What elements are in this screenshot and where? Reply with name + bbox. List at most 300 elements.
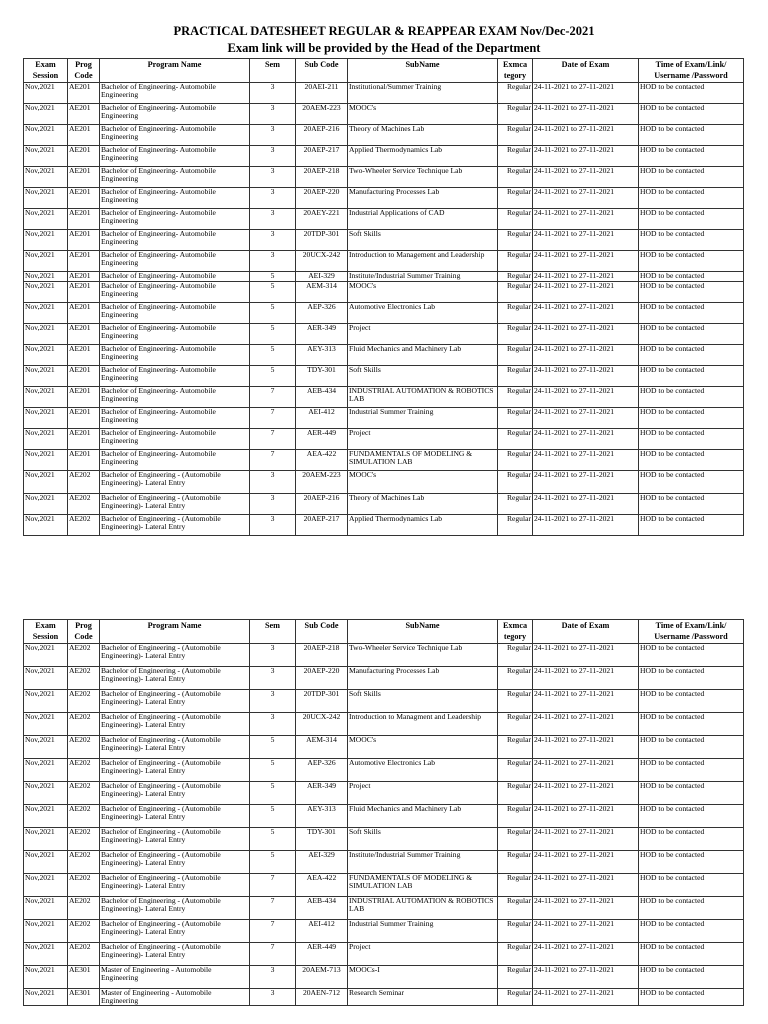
cell-exam-session: Nov,2021 xyxy=(24,83,68,104)
cell-exam-session: Nov,2021 xyxy=(24,408,68,429)
cell-sub-name: Industrial Summer Training xyxy=(348,920,498,943)
cell-date-of-exam: 24-11-2021 to 27-11-2021 xyxy=(533,282,639,303)
cell-exam-session: Nov,2021 xyxy=(24,146,68,167)
cell-sem: 3 xyxy=(250,667,296,690)
cell-prog-code: AE201 xyxy=(68,104,100,125)
cell-prog-code: AE202 xyxy=(68,897,100,920)
table-row xyxy=(24,104,744,125)
cell-date-of-exam: 24-11-2021 to 27-11-2021 xyxy=(533,345,639,366)
cell-program-name: Bachelor of Engineering- Automobile Engineering xyxy=(100,167,250,188)
cell-sem: 3 xyxy=(250,966,296,989)
cell-sub-code: AEP-326 xyxy=(296,303,348,324)
cell-exam-category: Regular xyxy=(498,366,533,387)
column-header-label: SubName xyxy=(405,621,440,630)
cell-time-of-exam: HOD to be contacted xyxy=(639,366,744,387)
cell-sub-name: Two-Wheeler Service Technique Lab xyxy=(348,167,498,188)
cell-prog-code: AE201 xyxy=(68,146,100,167)
cell-sub-code: AEA-422 xyxy=(296,874,348,897)
table-row xyxy=(24,471,744,494)
table-row xyxy=(24,874,744,897)
cell-time-of-exam: HOD to be contacted xyxy=(639,874,744,897)
cell-exam-session: Nov,2021 xyxy=(24,324,68,345)
cell-exam-session: Nov,2021 xyxy=(24,125,68,146)
cell-prog-code: AE202 xyxy=(68,782,100,805)
cell-sub-code: AEI-412 xyxy=(296,920,348,943)
cell-time-of-exam: HOD to be contacted xyxy=(639,408,744,429)
cell-sub-code: AEY-313 xyxy=(296,345,348,366)
cell-time-of-exam: HOD to be contacted xyxy=(639,920,744,943)
datesheet-table-2 xyxy=(23,619,744,1006)
cell-sub-code: 20AEM-223 xyxy=(296,471,348,494)
cell-sub-code: 20AEN-712 xyxy=(296,989,348,1006)
column-header-label: Date of Exam xyxy=(561,60,610,69)
cell-sub-name: INDUSTRIAL AUTOMATION & ROBOTICS LAB xyxy=(348,387,498,408)
cell-time-of-exam: HOD to be contacted xyxy=(639,83,744,104)
cell-exam-category: Regular xyxy=(498,782,533,805)
table-row xyxy=(24,188,744,209)
cell-date-of-exam: 24-11-2021 to 27-11-2021 xyxy=(533,713,639,736)
table-row xyxy=(24,450,744,471)
cell-program-name: Bachelor of Engineering - (Automobile Engineering)- Lateral Entry xyxy=(100,471,250,494)
cell-sub-name: MOOC's xyxy=(348,736,498,759)
cell-sub-name: Introduction to Managment and Leadership xyxy=(348,713,498,736)
cell-exam-category: Regular xyxy=(498,897,533,920)
cell-sem: 3 xyxy=(250,230,296,251)
cell-sub-code: 20AEP-217 xyxy=(296,146,348,167)
cell-prog-code: AE201 xyxy=(68,345,100,366)
cell-sub-name: Applied Thermodynamics Lab xyxy=(348,146,498,167)
cell-prog-code: AE202 xyxy=(68,805,100,828)
cell-prog-code: AE301 xyxy=(68,989,100,1006)
cell-sem: 7 xyxy=(250,943,296,966)
cell-prog-code: AE201 xyxy=(68,408,100,429)
page-title: PRACTICAL DATESHEET REGULAR & REAPPEAR EXAM Nov/Dec-2021 xyxy=(173,24,595,38)
table-row xyxy=(24,644,744,667)
cell-sem: 5 xyxy=(250,805,296,828)
cell-prog-code: AE201 xyxy=(68,324,100,345)
table-row xyxy=(24,167,744,188)
cell-exam-category: Regular xyxy=(498,146,533,167)
cell-prog-code: AE202 xyxy=(68,851,100,874)
cell-date-of-exam: 24-11-2021 to 27-11-2021 xyxy=(533,429,639,450)
column-header-program-name xyxy=(100,620,250,644)
column-header-label: Exam xyxy=(35,60,56,69)
table-row xyxy=(24,782,744,805)
cell-exam-session: Nov,2021 xyxy=(24,920,68,943)
cell-sem: 5 xyxy=(250,324,296,345)
column-header-sub-code xyxy=(296,620,348,644)
cell-sem: 3 xyxy=(250,146,296,167)
cell-sem: 3 xyxy=(250,515,296,536)
cell-exam-category: Regular xyxy=(498,167,533,188)
cell-sem: 3 xyxy=(250,83,296,104)
cell-sub-name: MOOCs-I xyxy=(348,966,498,989)
cell-program-name: Bachelor of Engineering- Automobile xyxy=(100,272,250,282)
column-header-label: Sem xyxy=(264,621,280,630)
cell-exam-category: Regular xyxy=(498,713,533,736)
cell-sem: 3 xyxy=(250,251,296,272)
column-header-time-of-exam xyxy=(639,59,744,83)
cell-exam-category: Regular xyxy=(498,282,533,303)
cell-sub-name: MOOC's xyxy=(348,471,498,494)
cell-program-name: Master of Engineering - Automobile Engineering xyxy=(100,989,250,1006)
column-header-label: Session xyxy=(32,631,59,641)
cell-program-name: Bachelor of Engineering - (Automobile Engineering)- Lateral Entry xyxy=(100,828,250,851)
table-row xyxy=(24,429,744,450)
cell-prog-code: AE201 xyxy=(68,366,100,387)
cell-prog-code: AE301 xyxy=(68,966,100,989)
cell-sub-code: AER-349 xyxy=(296,324,348,345)
column-header-label: Sub Code xyxy=(304,60,339,69)
cell-time-of-exam: HOD to be contacted xyxy=(639,251,744,272)
cell-sub-code: AEI-329 xyxy=(296,272,348,282)
column-header-label: tegory xyxy=(503,631,527,641)
cell-sub-name: Fluid Mechanics and Machinery Lab xyxy=(348,345,498,366)
cell-program-name: Bachelor of Engineering - (Automobile Engineering)- Lateral Entry xyxy=(100,494,250,515)
cell-time-of-exam: HOD to be contacted xyxy=(639,387,744,408)
cell-sub-code: 20AEP-216 xyxy=(296,125,348,146)
cell-exam-session: Nov,2021 xyxy=(24,104,68,125)
cell-date-of-exam: 24-11-2021 to 27-11-2021 xyxy=(533,805,639,828)
table-row xyxy=(24,366,744,387)
cell-sub-code: 20AEP-220 xyxy=(296,188,348,209)
cell-time-of-exam: HOD to be contacted xyxy=(639,943,744,966)
column-header-sem xyxy=(250,620,296,644)
table-row xyxy=(24,494,744,515)
cell-date-of-exam: 24-11-2021 to 27-11-2021 xyxy=(533,851,639,874)
column-header-label: Sub Code xyxy=(304,621,339,630)
cell-date-of-exam: 24-11-2021 to 27-11-2021 xyxy=(533,251,639,272)
table-header xyxy=(24,620,744,644)
cell-exam-session: Nov,2021 xyxy=(24,387,68,408)
cell-exam-category: Regular xyxy=(498,690,533,713)
column-header-sub-name xyxy=(348,59,498,83)
cell-program-name: Bachelor of Engineering- Automobile Engineering xyxy=(100,282,250,303)
cell-date-of-exam: 24-11-2021 to 27-11-2021 xyxy=(533,920,639,943)
column-header-sem xyxy=(250,59,296,83)
column-header-label: Time of Exam/Link/ xyxy=(655,60,727,69)
cell-time-of-exam: HOD to be contacted xyxy=(639,282,744,303)
cell-sub-code: 20AEP-217 xyxy=(296,515,348,536)
cell-sem: 3 xyxy=(250,494,296,515)
table-body xyxy=(24,644,744,1006)
column-header-program-name xyxy=(100,59,250,83)
cell-program-name: Bachelor of Engineering - (Automobile Engineering)- Lateral Entry xyxy=(100,759,250,782)
cell-prog-code: AE202 xyxy=(68,515,100,536)
cell-sub-name: MOOC's xyxy=(348,282,498,303)
table-row xyxy=(24,920,744,943)
cell-date-of-exam: 24-11-2021 to 27-11-2021 xyxy=(533,366,639,387)
cell-program-name: Bachelor of Engineering - (Automobile Engineering)- Lateral Entry xyxy=(100,920,250,943)
cell-program-name: Bachelor of Engineering- Automobile Engineering xyxy=(100,429,250,450)
table-row xyxy=(24,387,744,408)
cell-sem: 3 xyxy=(250,209,296,230)
page-subtitle: Exam link will be provided by the Head of the Department xyxy=(227,41,541,55)
cell-prog-code: AE201 xyxy=(68,188,100,209)
cell-sub-code: AER-349 xyxy=(296,782,348,805)
cell-exam-category: Regular xyxy=(498,515,533,536)
cell-program-name: Bachelor of Engineering - (Automobile Engineering)- Lateral Entry xyxy=(100,667,250,690)
table-row xyxy=(24,897,744,920)
cell-exam-category: Regular xyxy=(498,471,533,494)
cell-date-of-exam: 24-11-2021 to 27-11-2021 xyxy=(533,644,639,667)
cell-prog-code: AE202 xyxy=(68,920,100,943)
cell-sub-code: 20AEM-713 xyxy=(296,966,348,989)
column-header-exam-session xyxy=(24,59,68,83)
cell-date-of-exam: 24-11-2021 to 27-11-2021 xyxy=(533,167,639,188)
cell-exam-session: Nov,2021 xyxy=(24,897,68,920)
cell-time-of-exam: HOD to be contacted xyxy=(639,713,744,736)
cell-exam-category: Regular xyxy=(498,272,533,282)
cell-program-name: Bachelor of Engineering - (Automobile Engineering)- Lateral Entry xyxy=(100,943,250,966)
table-row xyxy=(24,851,744,874)
cell-date-of-exam: 24-11-2021 to 27-11-2021 xyxy=(533,494,639,515)
cell-sem: 5 xyxy=(250,759,296,782)
cell-exam-session: Nov,2021 xyxy=(24,667,68,690)
cell-exam-session: Nov,2021 xyxy=(24,450,68,471)
cell-exam-category: Regular xyxy=(498,966,533,989)
cell-date-of-exam: 24-11-2021 to 27-11-2021 xyxy=(533,146,639,167)
column-header-label: Program Name xyxy=(147,621,202,630)
cell-sem: 5 xyxy=(250,851,296,874)
column-header-label: tegory xyxy=(503,70,527,80)
cell-exam-category: Regular xyxy=(498,83,533,104)
cell-exam-category: Regular xyxy=(498,230,533,251)
cell-prog-code: AE202 xyxy=(68,874,100,897)
cell-sub-code: 20AEP-216 xyxy=(296,494,348,515)
cell-prog-code: AE202 xyxy=(68,759,100,782)
cell-date-of-exam: 24-11-2021 to 27-11-2021 xyxy=(533,272,639,282)
cell-program-name: Bachelor of Engineering- Automobile Engineering xyxy=(100,387,250,408)
cell-sub-name: MOOC's xyxy=(348,104,498,125)
cell-time-of-exam: HOD to be contacted xyxy=(639,851,744,874)
cell-time-of-exam: HOD to be contacted xyxy=(639,966,744,989)
cell-date-of-exam: 24-11-2021 to 27-11-2021 xyxy=(533,83,639,104)
cell-sub-code: AEM-314 xyxy=(296,282,348,303)
cell-sub-name: Soft Skills xyxy=(348,828,498,851)
table-row xyxy=(24,324,744,345)
cell-sem: 3 xyxy=(250,690,296,713)
cell-program-name: Bachelor of Engineering- Automobile Engineering xyxy=(100,146,250,167)
column-header-label: Prog xyxy=(75,60,92,69)
table-row xyxy=(24,989,744,1006)
cell-sub-code: 20AEI-211 xyxy=(296,83,348,104)
cell-exam-session: Nov,2021 xyxy=(24,345,68,366)
cell-exam-session: Nov,2021 xyxy=(24,366,68,387)
cell-exam-category: Regular xyxy=(498,736,533,759)
cell-exam-category: Regular xyxy=(498,828,533,851)
cell-sub-name: Automotive Electronics Lab xyxy=(348,759,498,782)
cell-exam-category: Regular xyxy=(498,943,533,966)
cell-exam-category: Regular xyxy=(498,345,533,366)
cell-sub-name: INDUSTRIAL AUTOMATION & ROBOTICS LAB xyxy=(348,897,498,920)
cell-sem: 7 xyxy=(250,387,296,408)
cell-sub-code: AER-449 xyxy=(296,429,348,450)
cell-date-of-exam: 24-11-2021 to 27-11-2021 xyxy=(533,303,639,324)
cell-prog-code: AE202 xyxy=(68,828,100,851)
cell-sub-name: Research Seminar xyxy=(348,989,498,1006)
cell-prog-code: AE202 xyxy=(68,943,100,966)
cell-exam-session: Nov,2021 xyxy=(24,851,68,874)
cell-time-of-exam: HOD to be contacted xyxy=(639,125,744,146)
cell-exam-session: Nov,2021 xyxy=(24,429,68,450)
cell-sem: 5 xyxy=(250,736,296,759)
column-header-label: Session xyxy=(32,70,59,80)
cell-sem: 7 xyxy=(250,450,296,471)
cell-program-name: Bachelor of Engineering - (Automobile Engineering)- Lateral Entry xyxy=(100,736,250,759)
cell-sub-code: 20AEP-218 xyxy=(296,644,348,667)
cell-program-name: Bachelor of Engineering - (Automobile Engineering)- Lateral Entry xyxy=(100,851,250,874)
cell-exam-category: Regular xyxy=(498,429,533,450)
cell-date-of-exam: 24-11-2021 to 27-11-2021 xyxy=(533,408,639,429)
cell-program-name: Bachelor of Engineering - (Automobile Engineering)- Lateral Entry xyxy=(100,782,250,805)
cell-exam-category: Regular xyxy=(498,125,533,146)
cell-prog-code: AE201 xyxy=(68,251,100,272)
cell-exam-session: Nov,2021 xyxy=(24,494,68,515)
column-header-label: Code xyxy=(74,70,93,80)
table-body xyxy=(24,83,744,536)
cell-sem: 7 xyxy=(250,920,296,943)
cell-sub-code: AEP-326 xyxy=(296,759,348,782)
table-row xyxy=(24,966,744,989)
cell-sem: 7 xyxy=(250,897,296,920)
table-row xyxy=(24,690,744,713)
cell-sem: 5 xyxy=(250,272,296,282)
cell-sub-name: Automotive Electronics Lab xyxy=(348,303,498,324)
cell-sub-code: TDY-301 xyxy=(296,366,348,387)
cell-sub-code: AEB-434 xyxy=(296,387,348,408)
cell-time-of-exam: HOD to be contacted xyxy=(639,303,744,324)
cell-sub-name: Industrial Applications of CAD xyxy=(348,209,498,230)
cell-prog-code: AE201 xyxy=(68,125,100,146)
cell-program-name: Bachelor of Engineering- Automobile Engineering xyxy=(100,209,250,230)
cell-time-of-exam: HOD to be contacted xyxy=(639,828,744,851)
column-header-label: Username /Password xyxy=(654,70,728,80)
cell-time-of-exam: HOD to be contacted xyxy=(639,805,744,828)
cell-time-of-exam: HOD to be contacted xyxy=(639,690,744,713)
cell-prog-code: AE202 xyxy=(68,494,100,515)
cell-date-of-exam: 24-11-2021 to 27-11-2021 xyxy=(533,690,639,713)
column-header-prog-code xyxy=(68,620,100,644)
cell-sub-code: AEB-434 xyxy=(296,897,348,920)
cell-prog-code: AE201 xyxy=(68,167,100,188)
cell-date-of-exam: 24-11-2021 to 27-11-2021 xyxy=(533,989,639,1006)
cell-program-name: Bachelor of Engineering - (Automobile Engineering)- Lateral Entry xyxy=(100,897,250,920)
cell-time-of-exam: HOD to be contacted xyxy=(639,167,744,188)
cell-date-of-exam: 24-11-2021 to 27-11-2021 xyxy=(533,897,639,920)
cell-date-of-exam: 24-11-2021 to 27-11-2021 xyxy=(533,104,639,125)
table-row xyxy=(24,805,744,828)
cell-time-of-exam: HOD to be contacted xyxy=(639,736,744,759)
cell-prog-code: AE202 xyxy=(68,471,100,494)
cell-time-of-exam: HOD to be contacted xyxy=(639,324,744,345)
cell-exam-session: Nov,2021 xyxy=(24,209,68,230)
cell-exam-session: Nov,2021 xyxy=(24,251,68,272)
cell-program-name: Bachelor of Engineering - (Automobile Engineering)- Lateral Entry xyxy=(100,515,250,536)
column-header-exam-category xyxy=(498,620,533,644)
cell-sub-name: Theory of Machines Lab xyxy=(348,125,498,146)
cell-time-of-exam: HOD to be contacted xyxy=(639,188,744,209)
column-header-sub-name xyxy=(348,620,498,644)
cell-time-of-exam: HOD to be contacted xyxy=(639,515,744,536)
cell-time-of-exam: HOD to be contacted xyxy=(639,450,744,471)
cell-time-of-exam: HOD to be contacted xyxy=(639,230,744,251)
column-header-label: Username /Password xyxy=(654,631,728,641)
cell-prog-code: AE201 xyxy=(68,282,100,303)
cell-sem: 3 xyxy=(250,471,296,494)
cell-sub-code: 20AEY-221 xyxy=(296,209,348,230)
cell-sem: 5 xyxy=(250,303,296,324)
cell-exam-session: Nov,2021 xyxy=(24,966,68,989)
cell-date-of-exam: 24-11-2021 to 27-11-2021 xyxy=(533,387,639,408)
cell-sub-code: 20TDP-301 xyxy=(296,690,348,713)
cell-sem: 7 xyxy=(250,429,296,450)
cell-sub-name: Project xyxy=(348,782,498,805)
cell-date-of-exam: 24-11-2021 to 27-11-2021 xyxy=(533,125,639,146)
cell-date-of-exam: 24-11-2021 to 27-11-2021 xyxy=(533,188,639,209)
table-row xyxy=(24,251,744,272)
cell-sem: 7 xyxy=(250,408,296,429)
datesheet-table-1 xyxy=(23,58,744,536)
cell-sub-name: Manufacturing Processes Lab xyxy=(348,188,498,209)
cell-program-name: Bachelor of Engineering- Automobile Engineering xyxy=(100,104,250,125)
cell-exam-session: Nov,2021 xyxy=(24,736,68,759)
cell-exam-session: Nov,2021 xyxy=(24,713,68,736)
table-row xyxy=(24,345,744,366)
cell-sem: 3 xyxy=(250,125,296,146)
column-header-label: Code xyxy=(74,631,93,641)
cell-date-of-exam: 24-11-2021 to 27-11-2021 xyxy=(533,759,639,782)
cell-sub-name: Theory of Machines Lab xyxy=(348,494,498,515)
cell-program-name: Bachelor of Engineering - (Automobile Engineering)- Lateral Entry xyxy=(100,644,250,667)
cell-sub-name: Project xyxy=(348,429,498,450)
cell-program-name: Bachelor of Engineering- Automobile Engineering xyxy=(100,230,250,251)
cell-sem: 7 xyxy=(250,874,296,897)
cell-exam-session: Nov,2021 xyxy=(24,759,68,782)
cell-time-of-exam: HOD to be contacted xyxy=(639,429,744,450)
cell-program-name: Bachelor of Engineering- Automobile Engineering xyxy=(100,83,250,104)
cell-program-name: Bachelor of Engineering- Automobile Engineering xyxy=(100,345,250,366)
table-row xyxy=(24,759,744,782)
table-row xyxy=(24,146,744,167)
cell-date-of-exam: 24-11-2021 to 27-11-2021 xyxy=(533,966,639,989)
table-row xyxy=(24,230,744,251)
column-header-exam-category xyxy=(498,59,533,83)
cell-exam-session: Nov,2021 xyxy=(24,282,68,303)
table-row xyxy=(24,667,744,690)
cell-sub-name: Project xyxy=(348,943,498,966)
cell-sub-name: Institutional/Summer Training xyxy=(348,83,498,104)
cell-sem: 3 xyxy=(250,713,296,736)
cell-date-of-exam: 24-11-2021 to 27-11-2021 xyxy=(533,667,639,690)
cell-sub-name: FUNDAMENTALS OF MODELING & SIMULATION LAB xyxy=(348,450,498,471)
cell-sub-name: Soft Skills xyxy=(348,690,498,713)
cell-exam-session: Nov,2021 xyxy=(24,644,68,667)
cell-prog-code: AE202 xyxy=(68,667,100,690)
cell-prog-code: AE201 xyxy=(68,272,100,282)
cell-sub-name: Introduction to Management and Leadership xyxy=(348,251,498,272)
cell-date-of-exam: 24-11-2021 to 27-11-2021 xyxy=(533,828,639,851)
column-header-label: Date of Exam xyxy=(561,621,610,630)
cell-exam-category: Regular xyxy=(498,408,533,429)
cell-sub-code: AER-449 xyxy=(296,943,348,966)
cell-exam-category: Regular xyxy=(498,920,533,943)
cell-program-name: Bachelor of Engineering - (Automobile Engineering)- Lateral Entry xyxy=(100,805,250,828)
cell-sub-code: AEM-314 xyxy=(296,736,348,759)
cell-time-of-exam: HOD to be contacted xyxy=(639,471,744,494)
cell-time-of-exam: HOD to be contacted xyxy=(639,494,744,515)
cell-exam-session: Nov,2021 xyxy=(24,805,68,828)
